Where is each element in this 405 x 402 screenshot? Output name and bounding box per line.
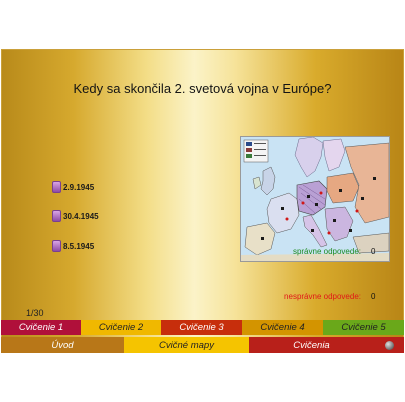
tab-exercise-1[interactable]: Cvičenie 1 bbox=[1, 320, 81, 335]
tab-practice-maps[interactable]: Cvičné mapy bbox=[124, 337, 249, 353]
answer-label: 2.9.1945 bbox=[63, 182, 95, 192]
answer-option-3[interactable] bbox=[52, 240, 94, 252]
correct-answers-label: správne odpovede: bbox=[292, 247, 361, 256]
quiz-stage bbox=[1, 49, 404, 353]
answer-option-2[interactable] bbox=[52, 210, 99, 222]
wrong-answers-label: nesprávne odpovede: bbox=[284, 292, 361, 301]
navigation-tabs bbox=[1, 337, 404, 353]
globe-icon bbox=[385, 341, 394, 350]
answer-marker-icon bbox=[52, 240, 61, 252]
answer-marker-icon bbox=[52, 210, 61, 222]
answer-label: 8.5.1945 bbox=[63, 241, 95, 251]
question-text: Kedy sa skončila 2. svetová vojna v Európe? bbox=[73, 81, 332, 96]
tab-exercise-3[interactable]: Cvičenie 3 bbox=[161, 320, 242, 335]
answer-option-1[interactable] bbox=[52, 181, 94, 193]
tab-exercise-4[interactable]: Cvičenie 4 bbox=[242, 320, 323, 335]
europe-map-image bbox=[240, 136, 390, 262]
tab-exercise-2[interactable]: Cvičenie 2 bbox=[81, 320, 161, 335]
question-counter: 1/30 bbox=[26, 308, 44, 318]
tab-exercises[interactable]: Cvičenia bbox=[249, 337, 374, 353]
correct-answers-count: 0 bbox=[371, 247, 376, 256]
home-button[interactable] bbox=[374, 337, 404, 353]
tab-intro[interactable]: Úvod bbox=[1, 337, 124, 353]
wrong-answers-count: 0 bbox=[371, 292, 376, 301]
answer-marker-icon bbox=[52, 181, 61, 193]
exercise-tabs bbox=[1, 320, 404, 335]
answer-label: 30.4.1945 bbox=[63, 211, 99, 221]
tab-exercise-5[interactable]: Cvičenie 5 bbox=[323, 320, 404, 335]
